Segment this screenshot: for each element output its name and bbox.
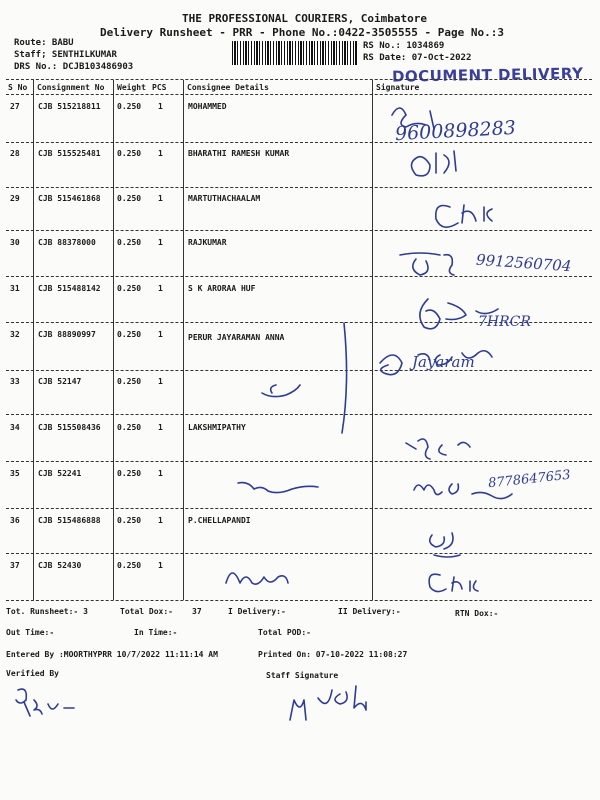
sno: 31 — [10, 284, 20, 293]
weight: 0.250 — [117, 238, 142, 247]
weight: 0.250 — [117, 194, 142, 203]
pcs: 1 — [158, 423, 163, 432]
col-consignment: Consignment No — [37, 83, 105, 92]
total-dox-value: 37 — [192, 607, 202, 616]
handwritten-note-31: 7HRCR — [478, 314, 531, 330]
pcs: 1 — [158, 516, 163, 525]
consignment-no: CJB 515486888 — [38, 516, 101, 525]
col-consignee: Consignee Details — [187, 83, 269, 92]
col-weight: Weight — [117, 83, 146, 92]
col-divider — [33, 80, 34, 600]
signatures-handwriting — [370, 95, 595, 600]
runsheet-title: Delivery Runsheet - PRR - Phone No.:0422-3505555 - Page No.:3 — [100, 26, 504, 39]
consignment-no: CJB 52241 — [38, 469, 82, 478]
route-label: Route: BABU — [14, 38, 74, 48]
sno: 33 — [10, 377, 20, 386]
table-top-rule — [6, 79, 592, 80]
sno: 36 — [10, 516, 20, 525]
handwritten-phone-30: 9912560704 — [475, 250, 572, 276]
consignee: MARTUTHACHAALAM — [188, 194, 261, 203]
consignment-no: CJB 515525481 — [38, 149, 101, 158]
handwritten-phone-35: 8778647653 — [487, 467, 572, 492]
sno: 37 — [10, 561, 20, 570]
pcs: 1 — [158, 284, 163, 293]
sno: 28 — [10, 149, 20, 158]
weight: 0.250 — [117, 102, 142, 111]
consignment-no: CJB 52147 — [38, 377, 82, 386]
staff-signature-label: Staff Signature — [266, 671, 339, 680]
sno: 35 — [10, 469, 20, 478]
consignee-area-handwriting — [220, 315, 380, 605]
col-divider — [183, 80, 184, 600]
consignee: PERUR JAYARAMAN ANNA — [188, 333, 285, 342]
weight: 0.250 — [117, 377, 142, 386]
weight: 0.250 — [117, 469, 142, 478]
tot-runsheet: Tot. Runsheet:- 3 — [6, 607, 88, 616]
sno: 27 — [10, 102, 20, 111]
col-divider — [113, 80, 114, 600]
pcs: 1 — [158, 238, 163, 247]
consignment-no: CJB 88890997 — [38, 330, 96, 339]
consignment-no: CJB 515488142 — [38, 284, 101, 293]
consignee: LAKSHMIPATHY — [188, 423, 246, 432]
weight: 0.250 — [117, 149, 142, 158]
sno: 34 — [10, 423, 20, 432]
col-sno: S No — [8, 83, 28, 92]
document-delivery-stamp: DOCUMENT DELIVERY — [391, 64, 584, 86]
handwritten-phone-27: 9600898283 — [394, 116, 517, 146]
out-time: Out Time:- — [6, 628, 55, 637]
weight: 0.250 — [117, 561, 142, 570]
consignment-no: CJB 52430 — [38, 561, 82, 570]
sno: 30 — [10, 238, 20, 247]
pcs: 1 — [158, 149, 163, 158]
weight: 0.250 — [117, 423, 142, 432]
sno: 32 — [10, 330, 20, 339]
weight: 0.250 — [117, 330, 142, 339]
consignment-no: CJB 515508436 — [38, 423, 101, 432]
weight: 0.250 — [117, 284, 142, 293]
consignee: BHARATHI RAMESH KUMAR — [188, 149, 290, 158]
rtn-dox: RTN Dox:- — [455, 609, 499, 618]
pcs: 1 — [158, 469, 163, 478]
consignee: P.CHELLAPANDI — [188, 516, 251, 525]
consignment-no: CJB 88378000 — [38, 238, 96, 247]
verified-by: Verified By — [6, 669, 59, 678]
consignment-no: CJB 515461868 — [38, 194, 101, 203]
total-pod: Total POD:- — [258, 628, 311, 637]
printed-on: Printed On: 07-10-2022 11:08:27 — [258, 650, 408, 659]
pcs: 1 — [158, 194, 163, 203]
sno: 29 — [10, 194, 20, 203]
pcs: 1 — [158, 561, 163, 570]
drs-label: DRS No.: DCJB103486903 — [14, 62, 134, 72]
staff-label: Staff; SENTHILKUMAR — [14, 50, 117, 60]
pcs: 1 — [158, 330, 163, 339]
total-dox-label: Total Dox:- — [120, 607, 173, 616]
rs-no: RS No.: 1034869 — [363, 41, 445, 51]
consignee: S K ARORAA HUF — [188, 284, 256, 293]
pcs: 1 — [158, 377, 163, 386]
consignment-no: CJB 515218811 — [38, 102, 101, 111]
ii-delivery: II Delivery:- — [338, 607, 401, 616]
col-pcs: PCS — [152, 83, 167, 92]
col-signature: Signature — [376, 83, 420, 92]
weight: 0.250 — [117, 516, 142, 525]
i-delivery: I Delivery:- — [228, 607, 286, 616]
company-title: THE PROFESSIONAL COURIERS, Coimbatore — [182, 12, 428, 25]
consignee: RAJKUMAR — [188, 238, 227, 247]
in-time: In Time:- — [134, 628, 178, 637]
rs-date: RS Date: 07-Oct-2022 — [363, 53, 472, 63]
entered-by: Entered By :MOORTHYPRR 10/7/2022 11:11:14 AM — [6, 650, 218, 659]
footer-signatures — [10, 680, 410, 740]
pcs: 1 — [158, 102, 163, 111]
handwritten-name-32: Jayaram — [412, 353, 475, 371]
barcode — [232, 41, 358, 65]
consignee: MOHAMMED — [188, 102, 227, 111]
